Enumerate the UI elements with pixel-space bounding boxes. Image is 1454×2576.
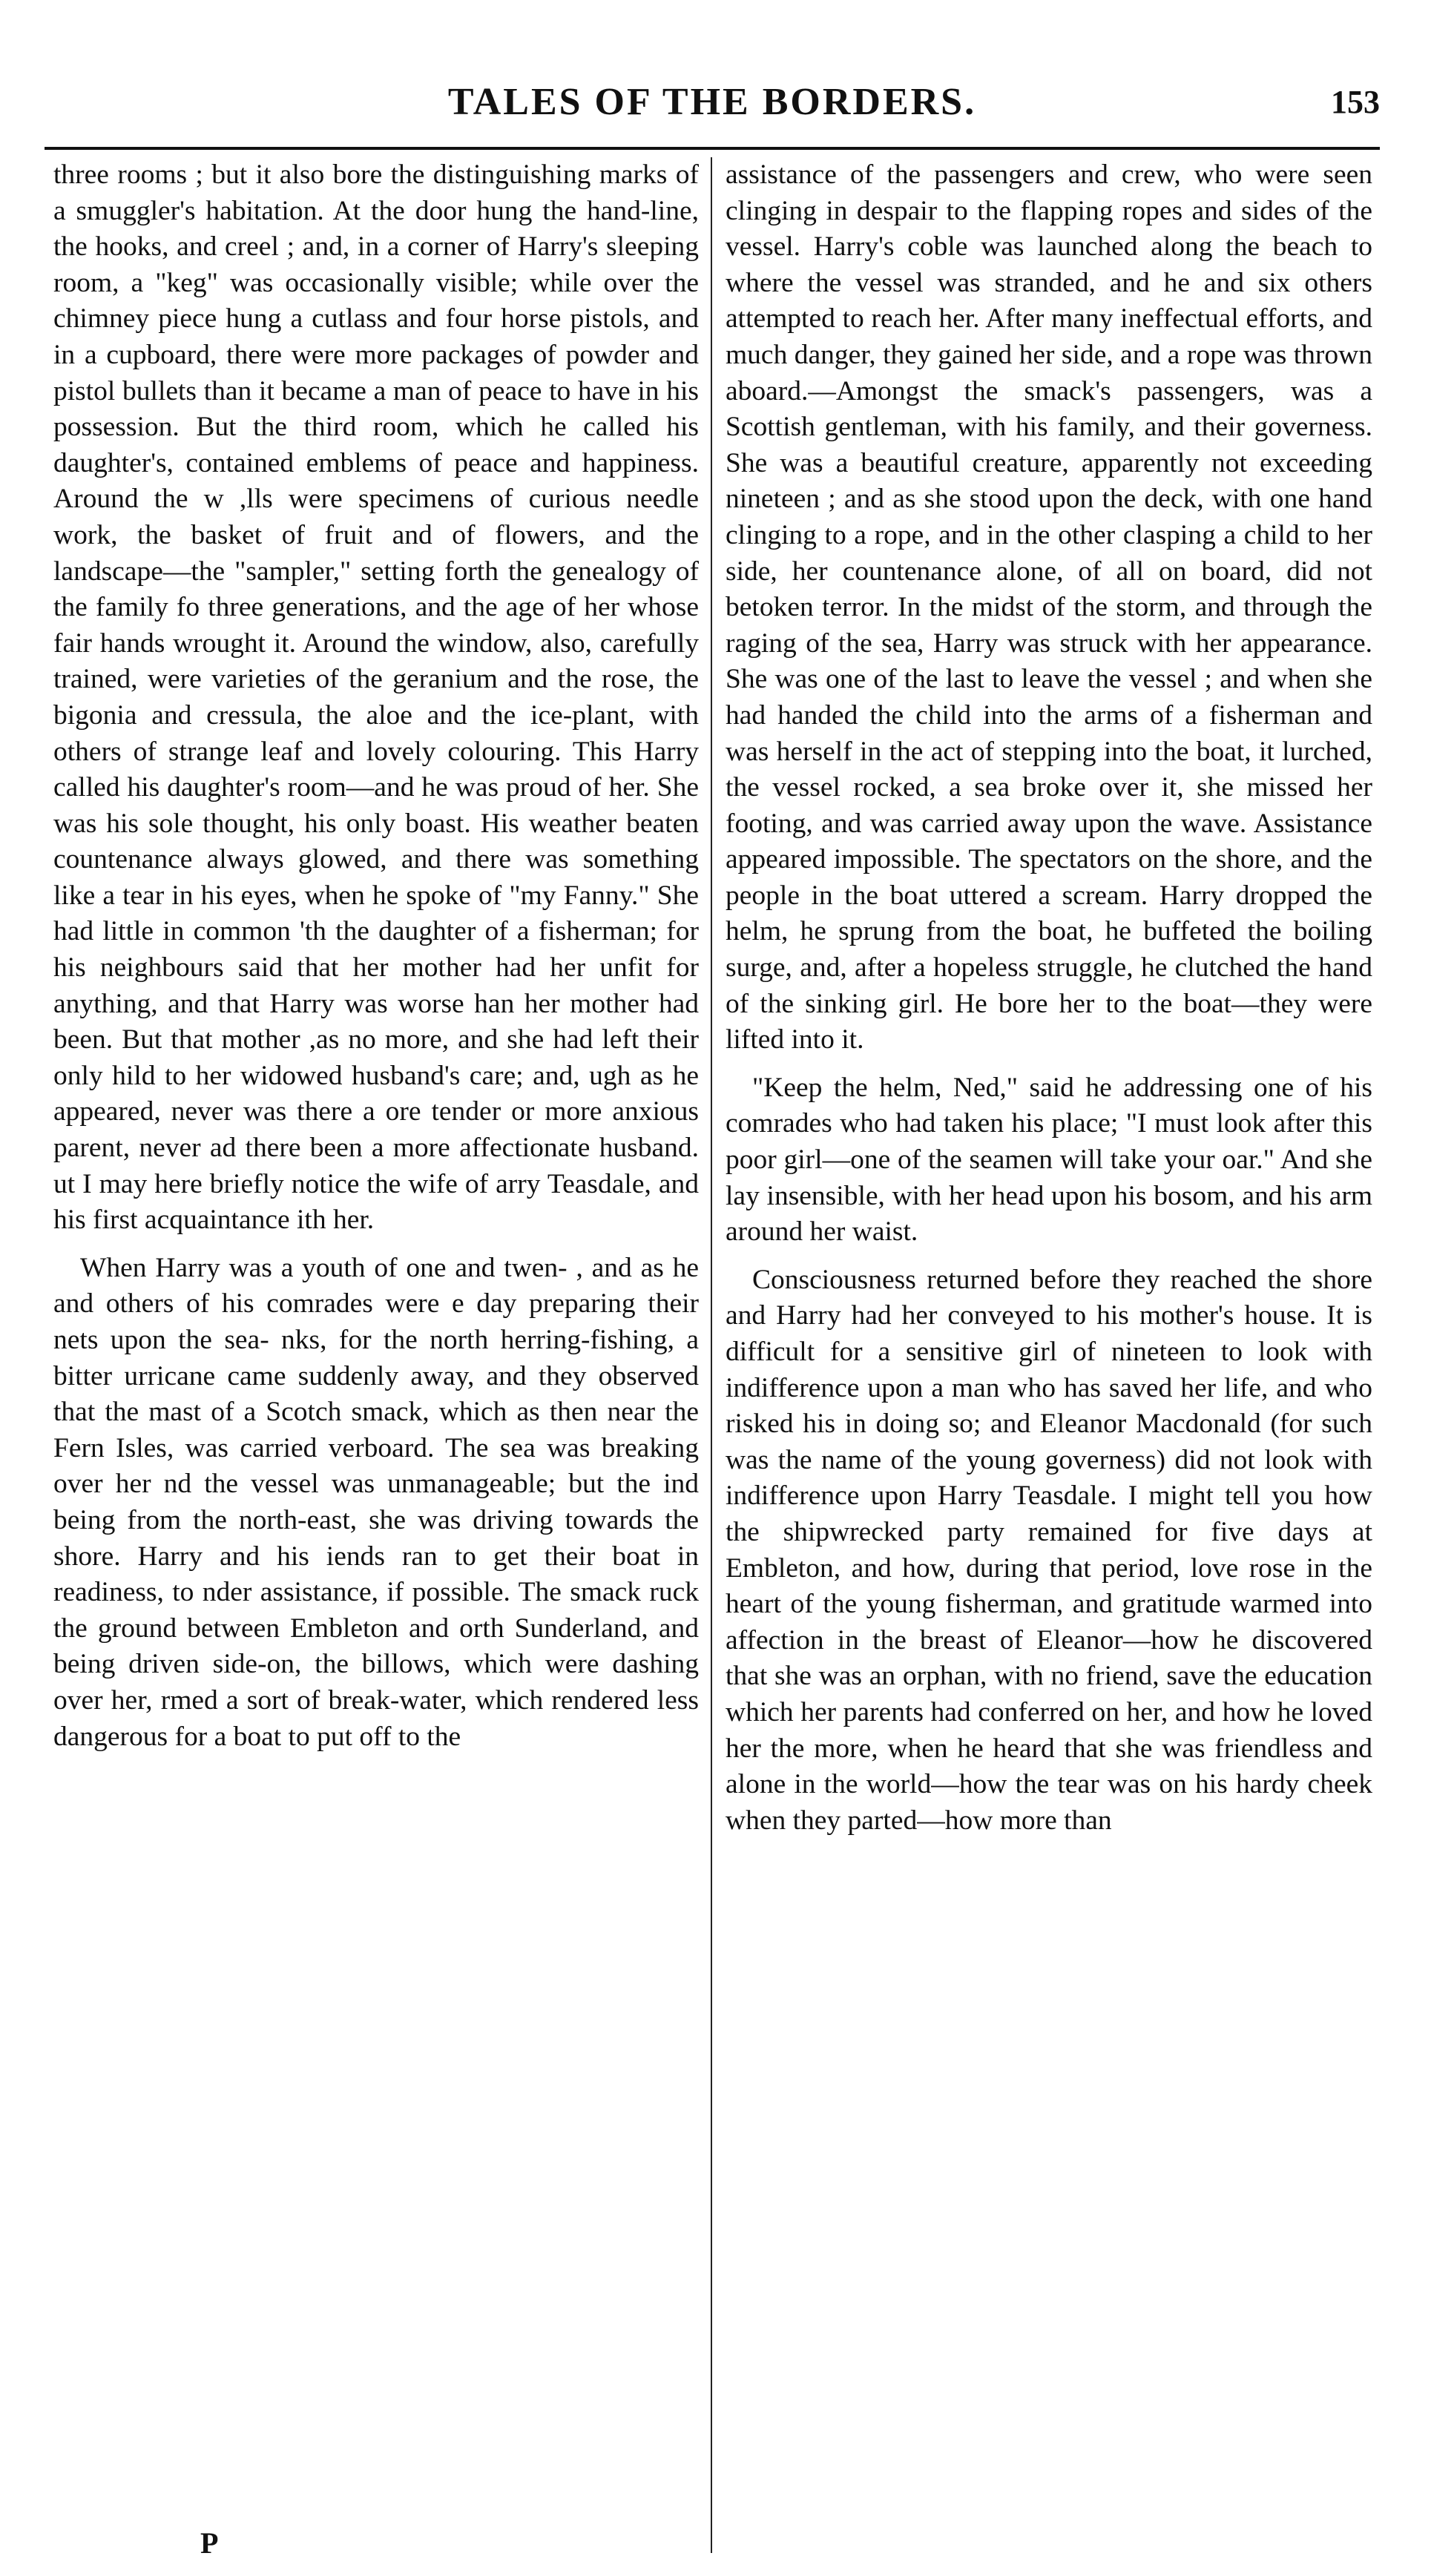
signature-mark: P [200,2526,219,2560]
page-header [45,80,1380,139]
right-column [726,157,1372,2538]
running-title: TALES OF THE BORDERS. [447,81,977,123]
right-paragraph-2: "Keep the helm, Ned," said he addressing one of his comrades who had taken his place; "I must look after this poor girl—one of the seamen will take your oar." And she lay insensible, with her head upon his bosom, and his arm around her waist. [726,1072,1372,1248]
right-paragraph-3: Consciousness returned before they reached the shore and Harry had her conveyed to his mother's house. It is difficult for a sensitive girl of nineteen to look with indifference upon a man who has saved her life, and who risked his in doing so; and Eleanor Macdonald (for such was the name of the young governess) did not look with indifference upon Harry Teasdale. I might tell you how the shipwrecked party remained for five days at Embleton, and how, during that period, love rose in the heart of the young fisherman, and gratitude warmed into affection in the breast of Eleanor—how he discovered that she was an orphan, with no friend, save the education which her parents had conferred on her, and how he loved her the more, when he heard that she was friendless and alone in the world—how the tear was on his hardy cheek when they parted—how more than [726,1264,1372,1836]
column-divider [711,157,712,2553]
right-paragraph-1: assistance of the passengers and crew, who were seen clinging in despair to the flapping ropes and sides of the vessel. Harry's coble was launched along the beach to where the vessel was stranded, and he and six others attempted to reach her. After many ineffectual efforts, and much danger, they gained her side, and a rope was thrown aboard.—Amongst the smack's passengers, was a Scottish gentleman, with his family, and their governess. She was a beautiful creature, apparently not exceeding nineteen ; and as she stood upon the deck, with one hand clinging to a rope, and in the other clasping a child to her side, her countenance alone, of all on board, did not betoken terror. In the midst of the storm, and through the raging of the sea, Harry was struck with her appearance. She was one of the last to leave the vessel ; and when she had handed the child into the arms of a fisherman and was herself in the act of stepping into the boat, it lurched, the vessel rocked, a sea broke over it, she missed her footing, and was carried away upon the wave. Assistance appeared impossible. The spectators on the shore, and the people in the boat uttered a scream. Harry dropped the helm, he sprung from the boat, he buffeted the boiling surge, and, after a hopeless struggle, he clutched the hand of the sinking girl. He bore her to the boat—they were lifted into it. [726,159,1372,1055]
left-paragraph-1: three rooms ; but it also bore the distinguishing marks of a smuggler's habitation. At the door hung the hand-line, the hooks, and creel ; and, in a corner of Harry's sleeping room, a "keg" was occasionally visible; while over the chimney piece hung a cutlass and four horse pistols, and in a cupboard, there were more packages of powder and pistol bullets than it became a man of peace to have in his possession. But the third room, which he called his daughter's, contained emblems of peace and happiness. Around the w ,lls were specimens of curious needle work, the basket of fruit and of flowers, and the landscape—the "sampler," setting forth the genealogy of the family fo three generations, and the age of her whose fair hands wrought it. Around the window, also, carefully trained, were varieties of the geranium and the rose, the bigonia and cressula, the aloe and the ice-plant, with others of strange leaf and lovely colouring. This Harry called his daughter's room—and he was proud of her. She was his sole thought, his only boast. His weather beaten countenance always glowed, and there was something like a tear in his eyes, when he spoke of "my Fanny." She had little in common 'th the daughter of a fisherman; for his neighbours said that her mother had her unfit for anything, and that Harry was worse han her mother had been. But that mother ,as no more, and she had left their only hild to her widowed husband's care; and, ugh as he appeared, never was there a ore tender or more anxious parent, never ad there been a more affectionate husband. ut I may here briefly notice the wife of arry Teasdale, and his first acquaintance ith her. [53,159,699,1236]
page-number: 153 [1331,84,1380,120]
header-rule [45,147,1380,150]
left-column [53,157,699,2538]
left-paragraph-2: When Harry was a youth of one and twen- , and as he and others of his comrades were e day preparing their nets upon the sea- nks, for the north herring-fishing, a bitter urricane came suddenly away, and they observed that the mast of a Scotch smack, which as then near the Fern Isles, was carried verboard. The sea was breaking over her nd the vessel was unmanageable; but the ind being from the north-east, she was driving towards the shore. Harry and his iends ran to get their boat in readiness, to nder assistance, if possible. The smack ruck the ground between Embleton and orth Sunderland, and being driven side-on, the billows, which were dashing over her, rmed a sort of break-water, which rendered less dangerous for a boat to put off to the [53,1252,699,1752]
